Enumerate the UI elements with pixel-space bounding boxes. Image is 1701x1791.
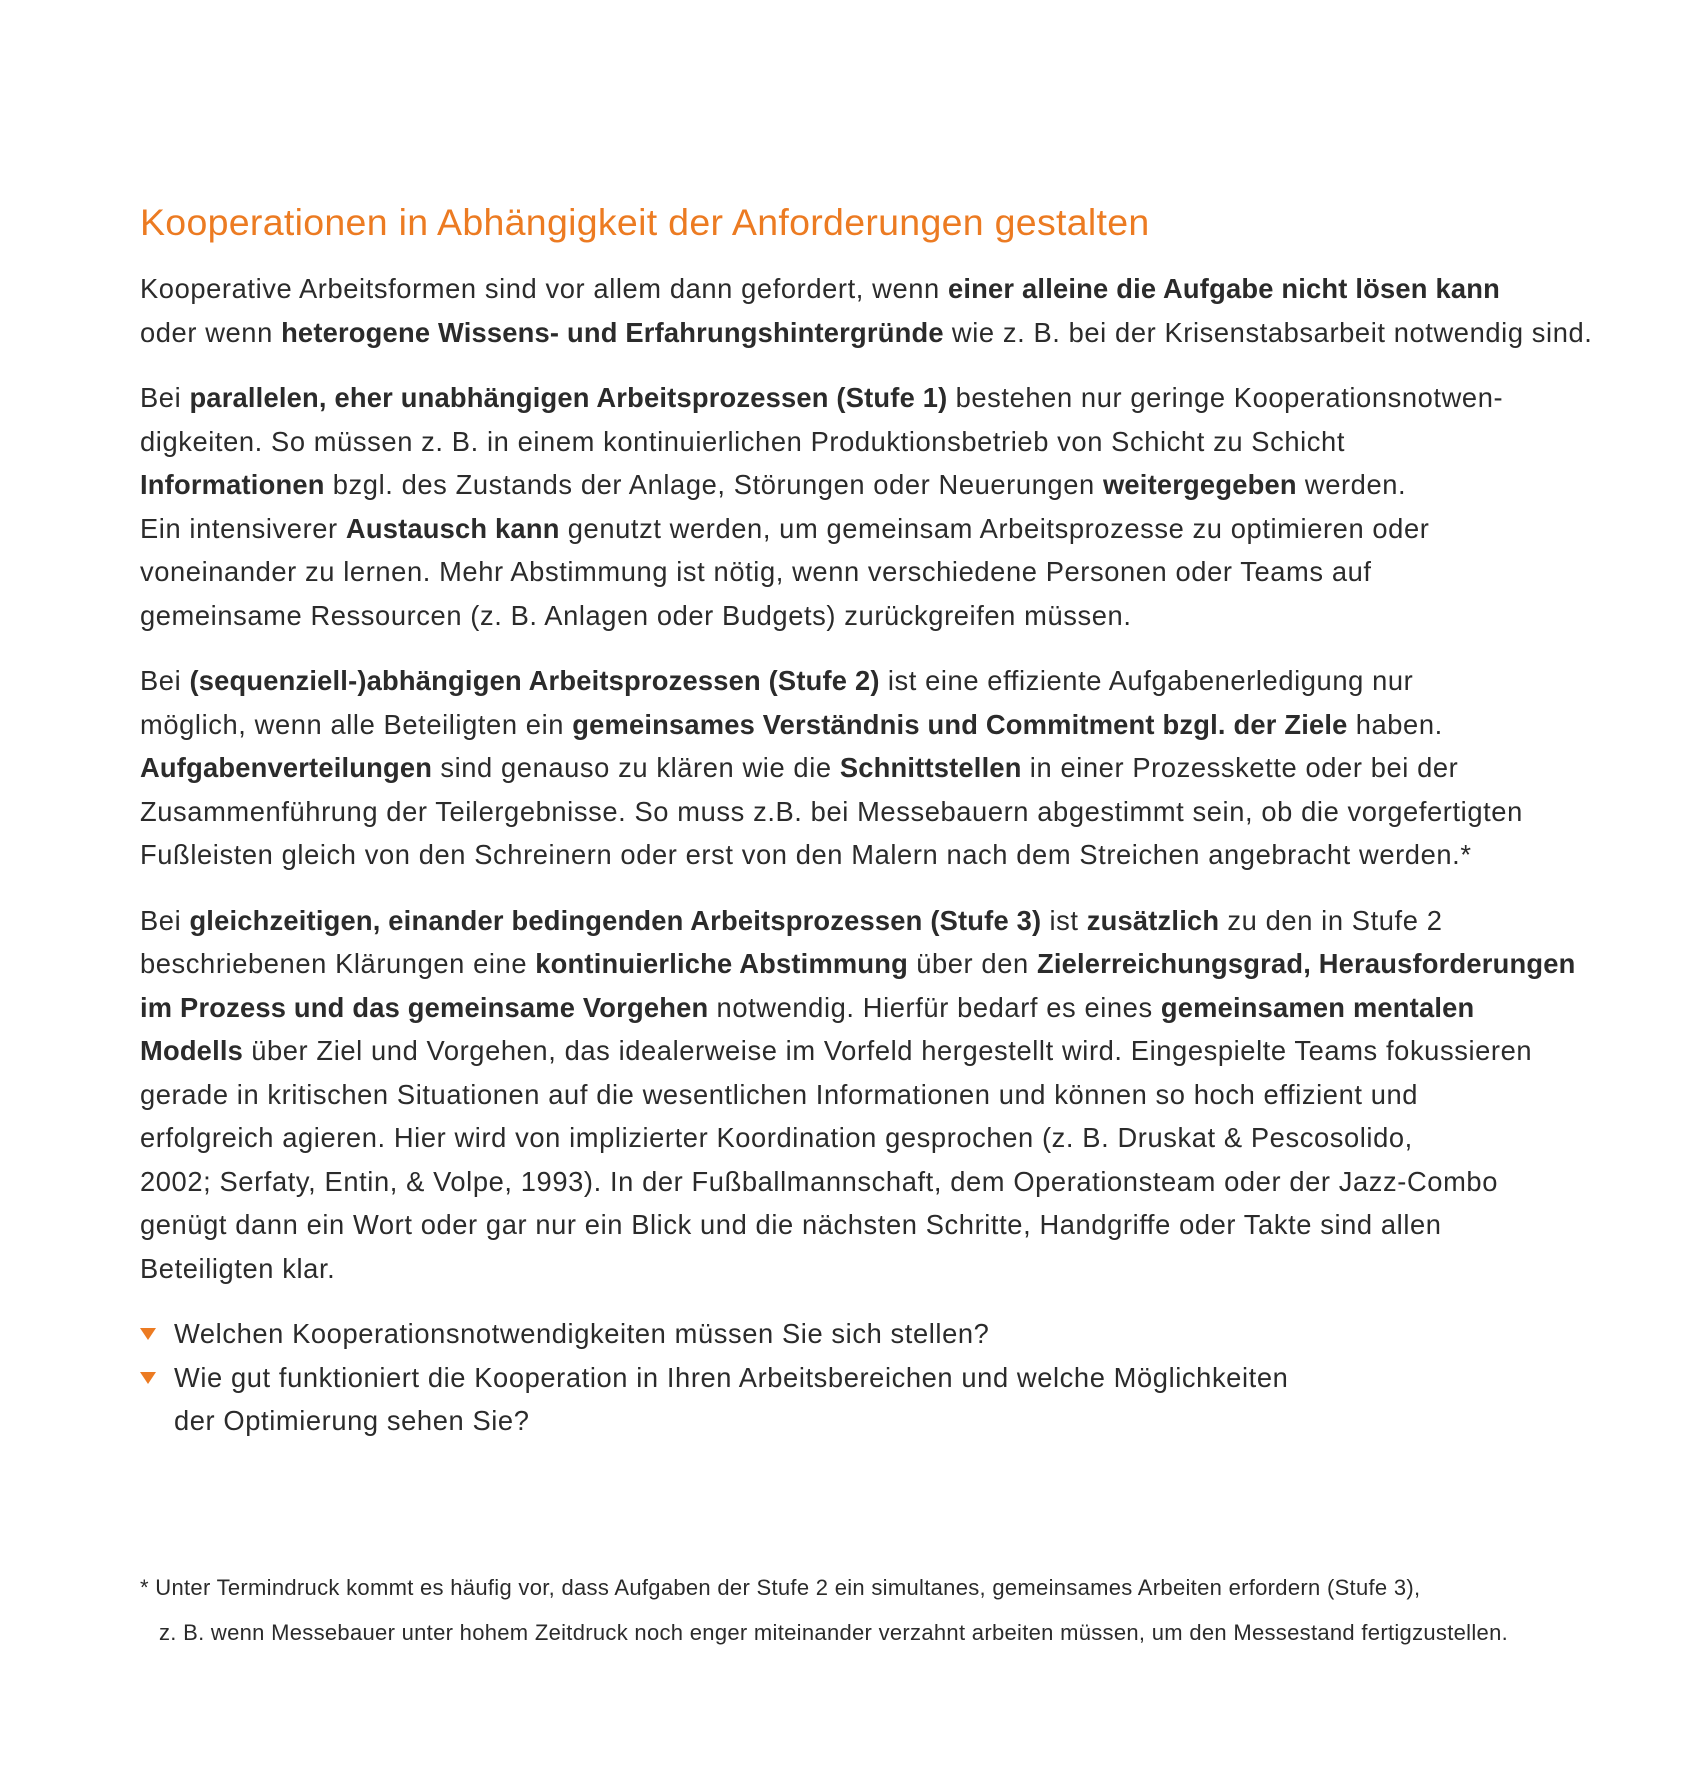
text-run: zu den in Stufe 2 bbox=[1219, 904, 1443, 936]
text-run: notwendig. Hierfür bedarf es eines bbox=[708, 991, 1161, 1023]
page-title: Kooperationen in Abhängigkeit der Anforderungen gestalten bbox=[140, 201, 1150, 243]
text-run: Fußleisten gleich von den Schreinern oder erst von den Malern nach dem Streichen angebracht werden.* bbox=[140, 839, 1472, 870]
footnote-line: * Unter Termindruck kommt es häufig vor, dass Aufgaben der Stufe 2 ein simultanes, gemeinsames Arbeiten erfordern (Stufe 3), bbox=[140, 1575, 1421, 1600]
text-run: sind genauso zu klären wie die bbox=[432, 752, 840, 783]
question-text: Welchen Kooperationsnotwendigkeiten müssen Sie sich stellen? bbox=[174, 1318, 990, 1349]
text-run: haben. bbox=[1347, 708, 1443, 740]
question-list bbox=[140, 1312, 1580, 1443]
text-run: erfolgreich agieren. Hier wird von implizierter Koordination gesprochen (z. B. Druskat & Pescosolido, bbox=[140, 1122, 1413, 1153]
text-run: Beteiligten klar. bbox=[140, 1252, 336, 1284]
paragraph bbox=[140, 659, 1580, 877]
body-text bbox=[140, 267, 1593, 1290]
text-line bbox=[140, 550, 1580, 594]
emphasis-text: gemeinsamen mentalen bbox=[1160, 991, 1475, 1023]
question-item bbox=[140, 1312, 1580, 1356]
page-content bbox=[140, 200, 1593, 1443]
emphasis-text: parallelen, eher unabhängigen Arbeitsprozessen (Stufe 1) bbox=[189, 382, 948, 413]
emphasis-text: zusätzlich bbox=[1086, 904, 1220, 936]
text-line bbox=[140, 703, 1580, 747]
text-line bbox=[140, 659, 1580, 703]
text-line bbox=[140, 463, 1580, 507]
text-line bbox=[140, 420, 1580, 464]
text-run: voneinander zu lernen. Mehr Abstimmung ist nötig, wenn verschiedene Personen oder Teams auf bbox=[140, 556, 1372, 587]
text-line bbox=[140, 1116, 1580, 1160]
text-line bbox=[140, 1029, 1580, 1073]
text-run: Bei bbox=[140, 665, 190, 696]
text-line bbox=[140, 376, 1580, 420]
text-run: Ein intensiverer bbox=[140, 512, 346, 544]
text-line bbox=[140, 790, 1580, 834]
emphasis-text: Schnittstellen bbox=[839, 752, 1022, 783]
text-run: werden. bbox=[1296, 469, 1407, 500]
emphasis-text: Austausch kann bbox=[345, 512, 560, 544]
text-run: über den bbox=[908, 948, 1037, 979]
text-run: Bei bbox=[140, 904, 190, 936]
text-run: bestehen nur geringe Kooperationsnotwen- bbox=[947, 382, 1504, 413]
text-run: gerade in kritischen Situationen auf die wesentlichen Informationen und können so hoch effizient und bbox=[140, 1078, 1419, 1110]
emphasis-text: gemeinsames Verständnis und Commitment bzgl. der Ziele bbox=[572, 708, 1348, 740]
text-run: Zusammenführung der Teilergebnisse. So muss z.B. bei Messebauern abgestimmt sein, ob die vorgefertigten bbox=[140, 795, 1523, 827]
paragraph bbox=[140, 376, 1580, 637]
text-run: bzgl. des Zustands der Anlage, Störungen oder Neuerungen bbox=[324, 469, 1103, 500]
text-run: möglich, wenn alle Beteiligten ein bbox=[140, 708, 573, 740]
text-run: in einer Prozesskette oder bei der bbox=[1021, 752, 1459, 783]
emphasis-text: (sequenziell-)abhängigen Arbeitsprozessen (Stufe 2) bbox=[189, 665, 880, 696]
text-run: wie z. B. bei der Krisenstabsarbeit notwendig sind. bbox=[943, 316, 1593, 348]
emphasis-text: heterogene Wissens- und Erfahrungshintergründe bbox=[281, 316, 944, 348]
text-line bbox=[140, 311, 1593, 355]
paragraph bbox=[140, 899, 1580, 1291]
footnote bbox=[140, 1565, 1580, 1655]
text-run: ist eine effiziente Aufgabenerledigung nur bbox=[879, 665, 1414, 696]
text-run: genügt dann ein Wort oder gar nur ein Blick und die nächsten Schritte, Handgriffe oder Takte sind allen bbox=[140, 1209, 1442, 1240]
text-line bbox=[140, 986, 1580, 1030]
text-run: gemeinsame Ressourcen (z. B. Anlagen oder Budgets) zurückgreifen müssen. bbox=[140, 599, 1132, 631]
emphasis-text: Zielerreichungsgrad, Herausforderungen bbox=[1036, 948, 1576, 979]
emphasis-text: im Prozess und das gemeinsame Vorgehen bbox=[140, 991, 709, 1023]
text-run: Kooperative Arbeitsformen sind vor allem dann gefordert, wenn bbox=[140, 273, 949, 304]
text-line bbox=[140, 899, 1580, 943]
text-line bbox=[140, 594, 1580, 638]
text-line bbox=[140, 1073, 1580, 1117]
text-line bbox=[140, 1247, 1580, 1291]
text-line bbox=[140, 267, 1580, 311]
text-line bbox=[140, 833, 1580, 877]
text-line bbox=[140, 1203, 1580, 1247]
question-item bbox=[140, 1356, 1580, 1443]
question-text: der Optimierung sehen Sie? bbox=[174, 1405, 530, 1436]
text-run: Bei bbox=[140, 382, 190, 413]
question-text: Wie gut funktioniert die Kooperation in Ihren Arbeitsbereichen und welche Möglichkeiten bbox=[174, 1361, 1289, 1393]
triangle-down-icon bbox=[140, 1328, 156, 1340]
text-run: oder wenn bbox=[140, 316, 282, 348]
text-run: ist bbox=[1041, 904, 1087, 936]
emphasis-text: Modells bbox=[140, 1035, 244, 1066]
emphasis-text: kontinuierliche Abstimmung bbox=[535, 948, 909, 979]
text-run: genutzt werden, um gemeinsam Arbeitsprozesse zu optimieren oder bbox=[559, 512, 1430, 544]
text-run: 2002; Serfaty, Entin, & Volpe, 1993). In der Fußballmannschaft, dem Operationsteam oder der Jazz-Combo bbox=[140, 1165, 1498, 1197]
text-run: über Ziel und Vorgehen, das idealerweise im Vorfeld hergestellt wird. Eingespielte Teams fokussieren bbox=[243, 1035, 1533, 1066]
text-line bbox=[140, 942, 1580, 986]
text-line bbox=[140, 746, 1580, 790]
emphasis-text: Aufgabenverteilungen bbox=[140, 752, 433, 783]
text-line bbox=[140, 507, 1580, 551]
emphasis-text: Informationen bbox=[140, 469, 325, 500]
text-run: digkeiten. So müssen z. B. in einem kontinuierlichen Produktionsbetrieb von Schicht zu Schicht bbox=[140, 425, 1346, 457]
footnote-line: z. B. wenn Messebauer unter hohem Zeitdruck noch enger miteinander verzahnt arbeiten müssen, um den Messestand fertigzustellen. bbox=[159, 1620, 1509, 1645]
text-line bbox=[140, 1160, 1580, 1204]
text-run: beschriebenen Klärungen eine bbox=[140, 948, 536, 979]
paragraph bbox=[140, 267, 1593, 354]
emphasis-text: einer alleine die Aufgabe nicht lösen kann bbox=[948, 273, 1500, 304]
triangle-down-icon bbox=[140, 1372, 156, 1384]
emphasis-text: weitergegeben bbox=[1102, 469, 1297, 500]
emphasis-text: gleichzeitigen, einander bedingenden Arbeitsprozessen (Stufe 3) bbox=[189, 904, 1042, 936]
